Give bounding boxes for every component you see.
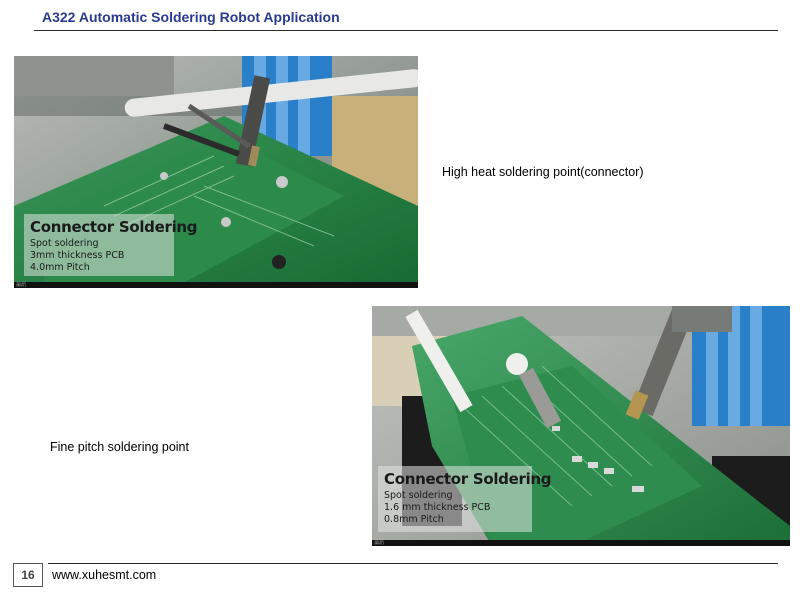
overlay-line-3: 4.0mm Pitch — [30, 262, 90, 273]
connector-soldering-photo-bottom — [372, 306, 790, 546]
video-caption-overlay — [24, 214, 198, 276]
overlay-line-1: Spot soldering — [384, 490, 453, 501]
overlay-title: Connector Soldering — [384, 470, 552, 488]
overlay-title: Connector Soldering — [30, 218, 198, 236]
video-bottom-bar — [14, 282, 418, 288]
connector-soldering-photo-top — [14, 56, 418, 288]
overlay-line-2: 3mm thickness PCB — [30, 250, 125, 261]
footer-website-link[interactable]: www.xuhesmt.com — [52, 568, 157, 582]
video-bottom-bar — [372, 540, 790, 546]
slide-title: A322 Automatic Soldering Robot Application — [42, 9, 340, 25]
footer-divider — [48, 563, 778, 564]
title-divider — [34, 30, 778, 31]
overlay-line-1: Spot soldering — [30, 238, 99, 249]
caption-high-heat: High heat soldering point(connector) — [442, 165, 644, 179]
caption-fine-pitch: Fine pitch soldering point — [50, 440, 189, 454]
video-bar-label: 論語 — [16, 282, 27, 288]
overlay-line-3: 0.8mm Pitch — [384, 514, 444, 525]
page-number: 16 — [13, 563, 43, 587]
video-caption-overlay — [378, 466, 552, 532]
video-bar-label: 論語 — [374, 540, 385, 546]
overlay-line-2: 1.6 mm thickness PCB — [384, 502, 491, 513]
